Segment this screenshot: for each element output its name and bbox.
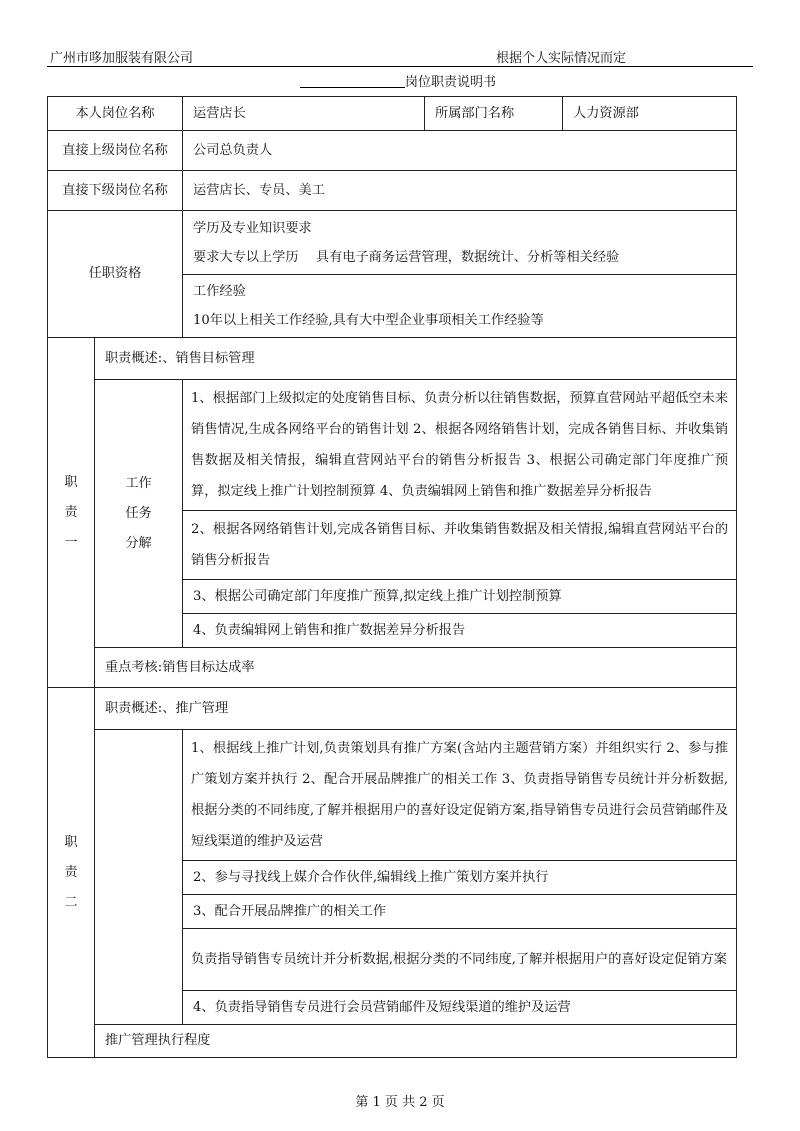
duty2-item-4: 负责指导销售专员统计并分析数据,根据分类的不同纬度,了解并根据用户的喜好设定促销方案 bbox=[183, 929, 737, 991]
position-value: 运营店长 bbox=[183, 97, 425, 131]
dept-value: 人力资源部 bbox=[563, 97, 737, 131]
duty2-task-blank bbox=[95, 730, 183, 1025]
experience-title: 工作经验 bbox=[193, 284, 246, 299]
job-description-table bbox=[47, 96, 737, 1058]
education-title: 学历及专业知识要求 bbox=[193, 220, 312, 236]
duty1-item-3: 3、根据公司确定部门年度推广预算,拟定线上推广计划控制预算 bbox=[183, 580, 737, 614]
doc-title-line bbox=[300, 71, 496, 90]
experience-requirement bbox=[183, 275, 737, 338]
task-breakdown-label: 工作 任务 分解 bbox=[95, 380, 183, 648]
duty1-label: 职 责 一 bbox=[48, 338, 95, 688]
doc-title: 岗位职责说明书 bbox=[405, 75, 497, 90]
superior-value: 公司总负责人 bbox=[183, 131, 737, 171]
header-note: 根据个人实际情况而定 bbox=[496, 51, 627, 66]
education-requirement bbox=[183, 211, 737, 275]
duty2-item-3: 3、配合开展品牌推广的相关工作 bbox=[183, 895, 737, 929]
duty2-item-1: 1、根据线上推广计划,负责策划具有推广方案(含站内主题营销方案）并组织实行 2、参与推广策划方案并执行 2、配合开展品牌推广的相关工作 3、负责指导销售专员统计并分析数据,根据分类的不同纬度,了解并根据用户的喜好设定促销方案,指导销售专员进行会员营销邮件及短线渠道的维护及运营 bbox=[183, 730, 737, 861]
header-rule bbox=[47, 66, 753, 67]
duty1-overview: 职责概述:、销售目标管理 bbox=[95, 338, 737, 380]
experience-text: 10年以上相关工作经验,具有大中型企业事项相关工作经验等 bbox=[193, 313, 544, 328]
duty2-overview: 职责概述:、推广管理 bbox=[95, 688, 737, 730]
duty1-assessment: 重点考核:销售目标达成率 bbox=[95, 648, 737, 688]
duty2-assessment: 推广管理执行程度 bbox=[95, 1025, 737, 1058]
duty2-item-5: 4、负责指导销售专员进行会员营销邮件及短线渠道的维护及运营 bbox=[183, 991, 737, 1025]
subordinate-label: 直接下级岗位名称 bbox=[48, 171, 183, 211]
qualification-label: 任职资格 bbox=[48, 211, 183, 338]
title-blank bbox=[300, 74, 405, 88]
education-text: 要求大专以上学历 具有电子商务运营管理，数据统计、分析等相关经验 bbox=[193, 249, 620, 265]
dept-label: 所属部门名称 bbox=[425, 97, 563, 131]
duty1-item-1: 1、根据部门上级拟定的处度销售目标、负责分析以往销售数据，预算直营网站平超低空未来销售情况,生成各网络平台的销售计划 2、根据各网络销售计划，完成各销售目标、并收集销售数据及相关情报，编辑直营网站平台的销售分析报告 3、根据公司确定部门年度推广预算，拟定线上推广计划控制预算 4、负责编辑网上销售和推广数据差异分析报告 bbox=[183, 380, 737, 511]
duty1-item-2: 2、根据各网络销售计划,完成各销售目标、并收集销售数据及相关情报,编辑直营网站平台的销售分析报告 bbox=[183, 511, 737, 580]
superior-label: 直接上级岗位名称 bbox=[48, 131, 183, 171]
duty2-label: 职 责 二 bbox=[48, 688, 95, 1058]
position-label: 本人岗位名称 bbox=[48, 97, 183, 131]
company-name: 广州市哆加服装有限公司 bbox=[50, 51, 194, 66]
subordinate-value: 运营店长、专员、美工 bbox=[183, 171, 737, 211]
duty2-item-2: 2、参与寻找线上媒介合作伙伴,编辑线上推广策划方案并执行 bbox=[183, 861, 737, 895]
page-number: 第 1 页 共 2 页 bbox=[355, 1095, 445, 1110]
duty1-item-4: 4、负责编辑网上销售和推广数据差异分析报告 bbox=[183, 614, 737, 648]
